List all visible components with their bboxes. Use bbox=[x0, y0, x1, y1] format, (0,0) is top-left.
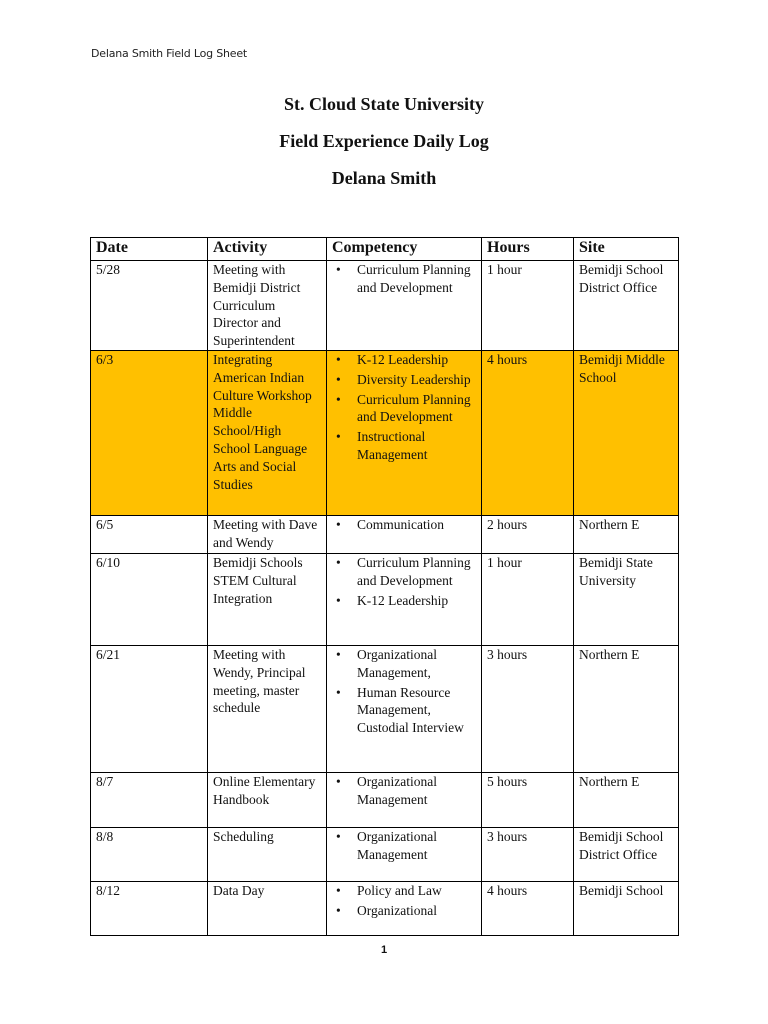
hours-cell: 4 hours bbox=[482, 350, 574, 515]
table-header-row bbox=[91, 238, 679, 261]
activity-cell: Meeting with Wendy, Principal meeting, master schedule bbox=[208, 645, 327, 772]
competency-item: • Organizational Management bbox=[332, 828, 476, 864]
competency-cell bbox=[327, 553, 482, 645]
activity-cell: Scheduling bbox=[208, 827, 327, 881]
date-cell: 6/5 bbox=[91, 515, 208, 553]
hours-cell: 2 hours bbox=[482, 515, 574, 553]
date-cell: 5/28 bbox=[91, 261, 208, 351]
competency-item: • K-12 Leadership bbox=[332, 351, 476, 369]
activity-cell: Bemidji Schools STEM Cultural Integration bbox=[208, 553, 327, 645]
competency-list bbox=[332, 646, 476, 737]
log-title: Field Experience Daily Log bbox=[279, 131, 489, 151]
competency-item: • Diversity Leadership bbox=[332, 371, 476, 389]
site-cell: Northern E bbox=[574, 772, 679, 827]
page-number: 1 bbox=[380, 944, 388, 956]
competency-item: • Instructional Management bbox=[332, 428, 476, 464]
hours-cell: 5 hours bbox=[482, 772, 574, 827]
competency-item: • Policy and Law bbox=[332, 882, 476, 900]
competency-cell bbox=[327, 350, 482, 515]
person-name: Delana Smith bbox=[331, 168, 437, 188]
table-row bbox=[91, 515, 679, 553]
competency-list bbox=[332, 554, 476, 609]
activity-cell: Meeting with Bemidji District Curriculum Director and Superintendent bbox=[208, 261, 327, 351]
competency-item: • Organizational Management, bbox=[332, 646, 476, 682]
competency-item: • Human Resource Management, Custodial Interview bbox=[332, 684, 476, 737]
activity-cell: Online Elementary Handbook bbox=[208, 772, 327, 827]
site-cell: Northern E bbox=[574, 515, 679, 553]
date-cell: 8/8 bbox=[91, 827, 208, 881]
table-row bbox=[91, 261, 679, 351]
competency-cell bbox=[327, 515, 482, 553]
competency-list bbox=[332, 351, 476, 464]
competency-cell bbox=[327, 827, 482, 881]
activity-cell: Integrating American Indian Culture Workshop Middle School/High School Language Arts and Social Studies bbox=[208, 350, 327, 515]
site-cell: Northern E bbox=[574, 645, 679, 772]
competency-item: • Curriculum Planning and Development bbox=[332, 554, 476, 590]
hours-cell: 3 hours bbox=[482, 827, 574, 881]
header-date: Date bbox=[91, 238, 208, 261]
activity-cell: Data Day bbox=[208, 881, 327, 935]
header-site: Site bbox=[574, 238, 679, 261]
competency-list bbox=[332, 828, 476, 864]
running-header: Delana Smith Field Log Sheet bbox=[91, 47, 248, 60]
competency-cell bbox=[327, 645, 482, 772]
site-cell: Bemidji School District Office bbox=[574, 261, 679, 351]
competency-list bbox=[332, 773, 476, 809]
competency-list bbox=[332, 261, 476, 297]
competency-list bbox=[332, 882, 476, 920]
competency-item: • K-12 Leadership bbox=[332, 592, 476, 610]
date-cell: 8/7 bbox=[91, 772, 208, 827]
date-cell: 8/12 bbox=[91, 881, 208, 935]
competency-item: • Communication bbox=[332, 516, 476, 534]
table-row bbox=[91, 645, 679, 772]
date-cell: 6/10 bbox=[91, 553, 208, 645]
competency-cell bbox=[327, 261, 482, 351]
competency-cell bbox=[327, 881, 482, 935]
table-row bbox=[91, 350, 679, 515]
table-row bbox=[91, 553, 679, 645]
header-activity: Activity bbox=[208, 238, 327, 261]
hours-cell: 3 hours bbox=[482, 645, 574, 772]
competency-cell bbox=[327, 772, 482, 827]
hours-cell: 1 hour bbox=[482, 553, 574, 645]
date-cell: 6/21 bbox=[91, 645, 208, 772]
activity-cell: Meeting with Dave and Wendy bbox=[208, 515, 327, 553]
competency-item: • Curriculum Planning and Development bbox=[332, 391, 476, 427]
table-row bbox=[91, 881, 679, 935]
table-row bbox=[91, 827, 679, 881]
hours-cell: 4 hours bbox=[482, 881, 574, 935]
competency-item: • Curriculum Planning and Development bbox=[332, 261, 476, 297]
field-log-table bbox=[90, 237, 679, 936]
hours-cell: 1 hour bbox=[482, 261, 574, 351]
site-cell: Bemidji School bbox=[574, 881, 679, 935]
site-cell: Bemidji School District Office bbox=[574, 827, 679, 881]
site-cell: Bemidji State University bbox=[574, 553, 679, 645]
date-cell: 6/3 bbox=[91, 350, 208, 515]
competency-item: • Organizational bbox=[332, 902, 476, 920]
site-cell: Bemidji Middle School bbox=[574, 350, 679, 515]
university-title: St. Cloud State University bbox=[283, 94, 484, 114]
competency-item: • Organizational Management bbox=[332, 773, 476, 809]
header-hours: Hours bbox=[482, 238, 574, 261]
header-competency: Competency bbox=[327, 238, 482, 261]
competency-list bbox=[332, 516, 476, 534]
table-row bbox=[91, 772, 679, 827]
